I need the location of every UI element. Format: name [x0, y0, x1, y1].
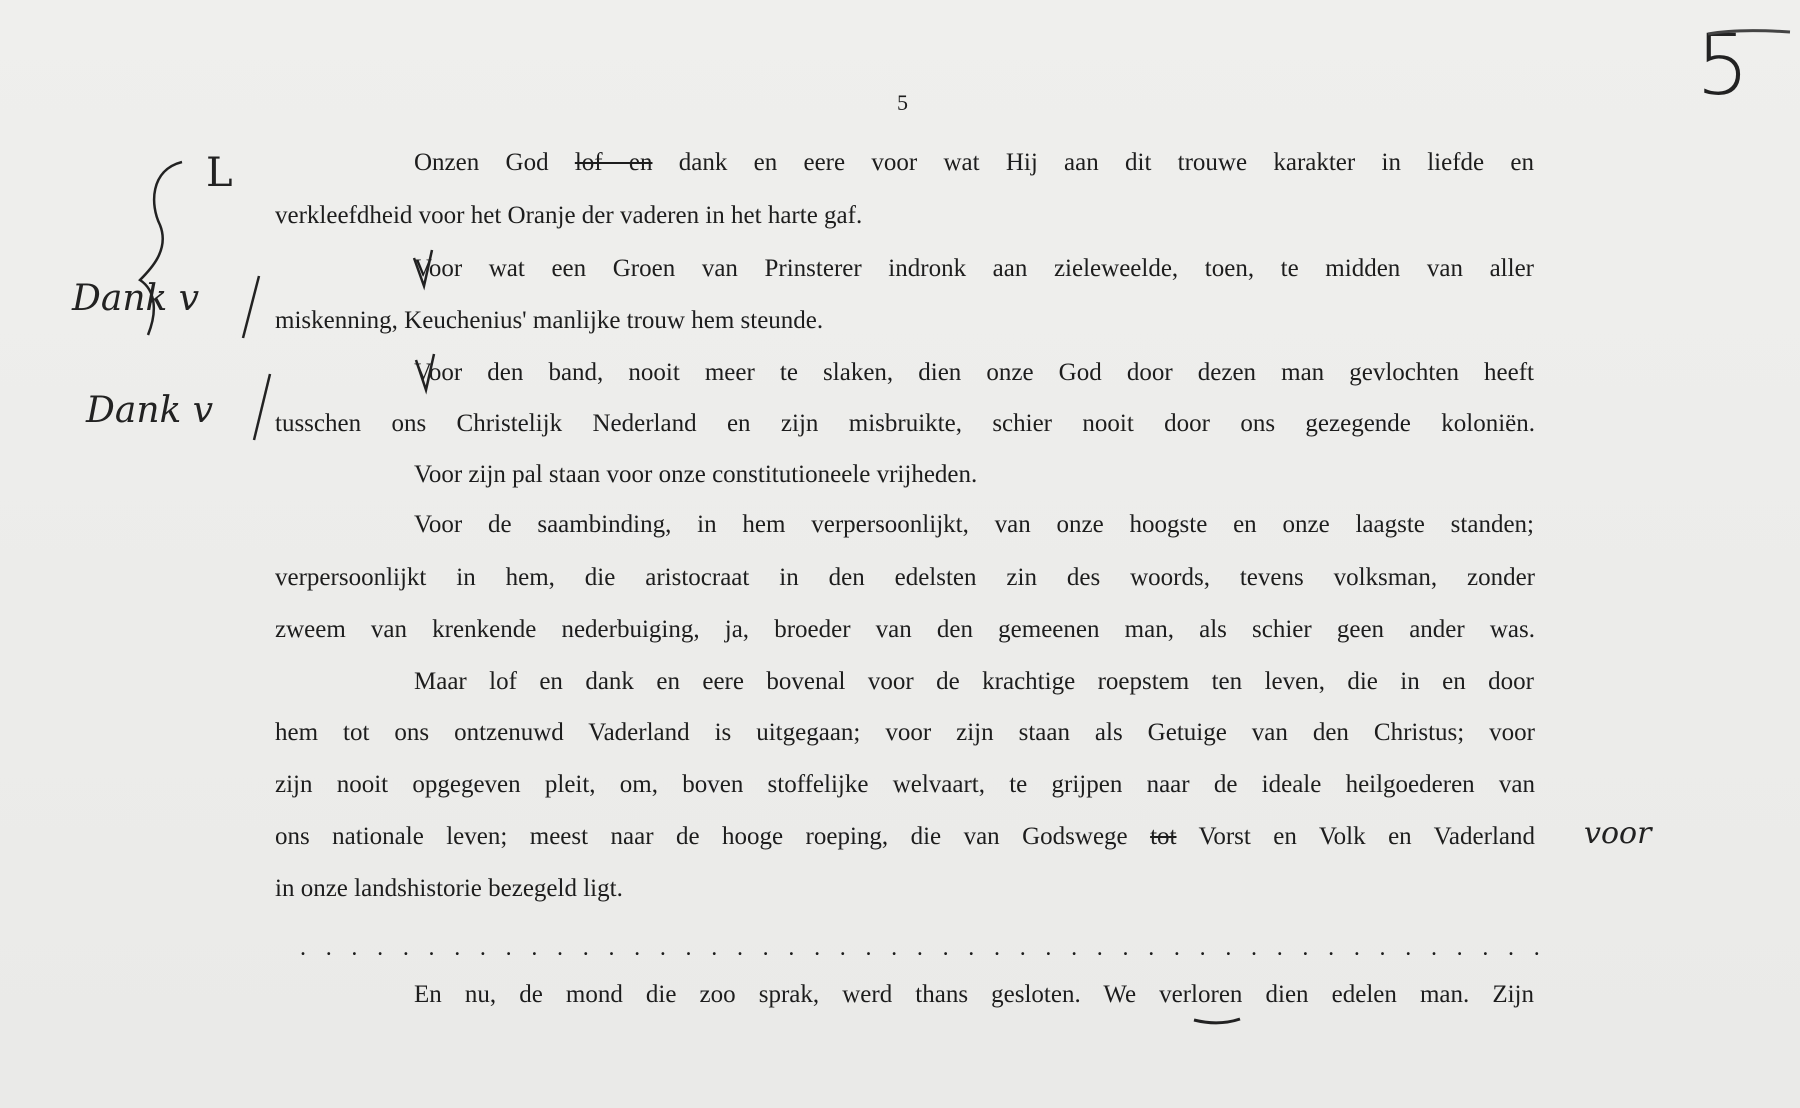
text-line: En nu, de mond die zoo sprak, werd thans gesloten. We verloren dien edelen man. Zijn: [414, 981, 1534, 1008]
text-line: ons nationale leven; meest naar de hooge roeping, die van Godswege tot Vorst en Volk en Vaderland: [275, 823, 1535, 850]
text-line: Voor zijn pal staan voor onze constitutioneele vrijheden.: [414, 461, 978, 488]
page-number: 5: [897, 90, 908, 115]
slash-mark: [243, 276, 259, 338]
margin-note-dank-2: Dank v: [86, 390, 214, 431]
text-line: hem tot ons ontzenuwd Vaderland is uitgegaan; voor zijn staan als Getuige van den Christus; voor: [275, 719, 1535, 746]
underline-mark: [1194, 1019, 1240, 1023]
slash-mark: [254, 374, 270, 440]
text-line: miskenning, Keuchenius' manlijke trouw hem steunde.: [275, 307, 824, 334]
margin-note-dank-1: Dank v: [72, 278, 200, 319]
margin-note-voor: voor: [1584, 816, 1652, 851]
corner-page-number: 5: [1696, 16, 1750, 114]
text-line: Voor de saambinding, in hem verpersoonlijkt, van onze hoogste en onze laagste standen;: [414, 511, 1534, 538]
margin-mark-l: L: [206, 150, 233, 196]
struck-word: lof en: [574, 149, 653, 176]
text-line: tusschen ons Christelijk Nederland en zijn misbruikte, schier nooit door ons gezegende koloniën.: [275, 410, 1535, 437]
text-line: zijn nooit opgegeven pleit, om, boven stoffelijke welvaart, te grijpen naar de ideale heilgoederen van: [275, 771, 1535, 798]
text-line: Onzen God lof en dank en eere voor wat Hij aan dit trouwe karakter in liefde en: [414, 149, 1534, 176]
struck-word: tot: [1150, 823, 1177, 850]
text-line: verkleefdheid voor het Oranje der vaderen in het harte gaf.: [275, 202, 863, 229]
text-line: verpersoonlijkt in hem, die aristocraat in den edelsten zin des woords, tevens volksman, zonder: [275, 564, 1535, 591]
text-line: Maar lof en dank en eere bovenal voor de krachtige roepstem ten leven, die in en door: [414, 668, 1534, 695]
ellipsis-divider: . . . . . . . . . . . . . . . . . . . . . . . . . . . . . . . . . . . . . . . . . . . . . . . . .: [300, 935, 1540, 961]
text-line: Voor den band, nooit meer te slaken, dien onze God door dezen man gevlochten heeft: [414, 359, 1534, 386]
text-line: Voor wat een Groen van Prinsterer indronk aan zieleweelde, toen, te midden van aller: [414, 255, 1534, 282]
text-line: in onze landshistorie bezegeld ligt.: [275, 875, 623, 902]
text-line: zweem van krenkende nederbuiging, ja, broeder van den gemeenen man, als schier geen ander was.: [275, 616, 1535, 643]
